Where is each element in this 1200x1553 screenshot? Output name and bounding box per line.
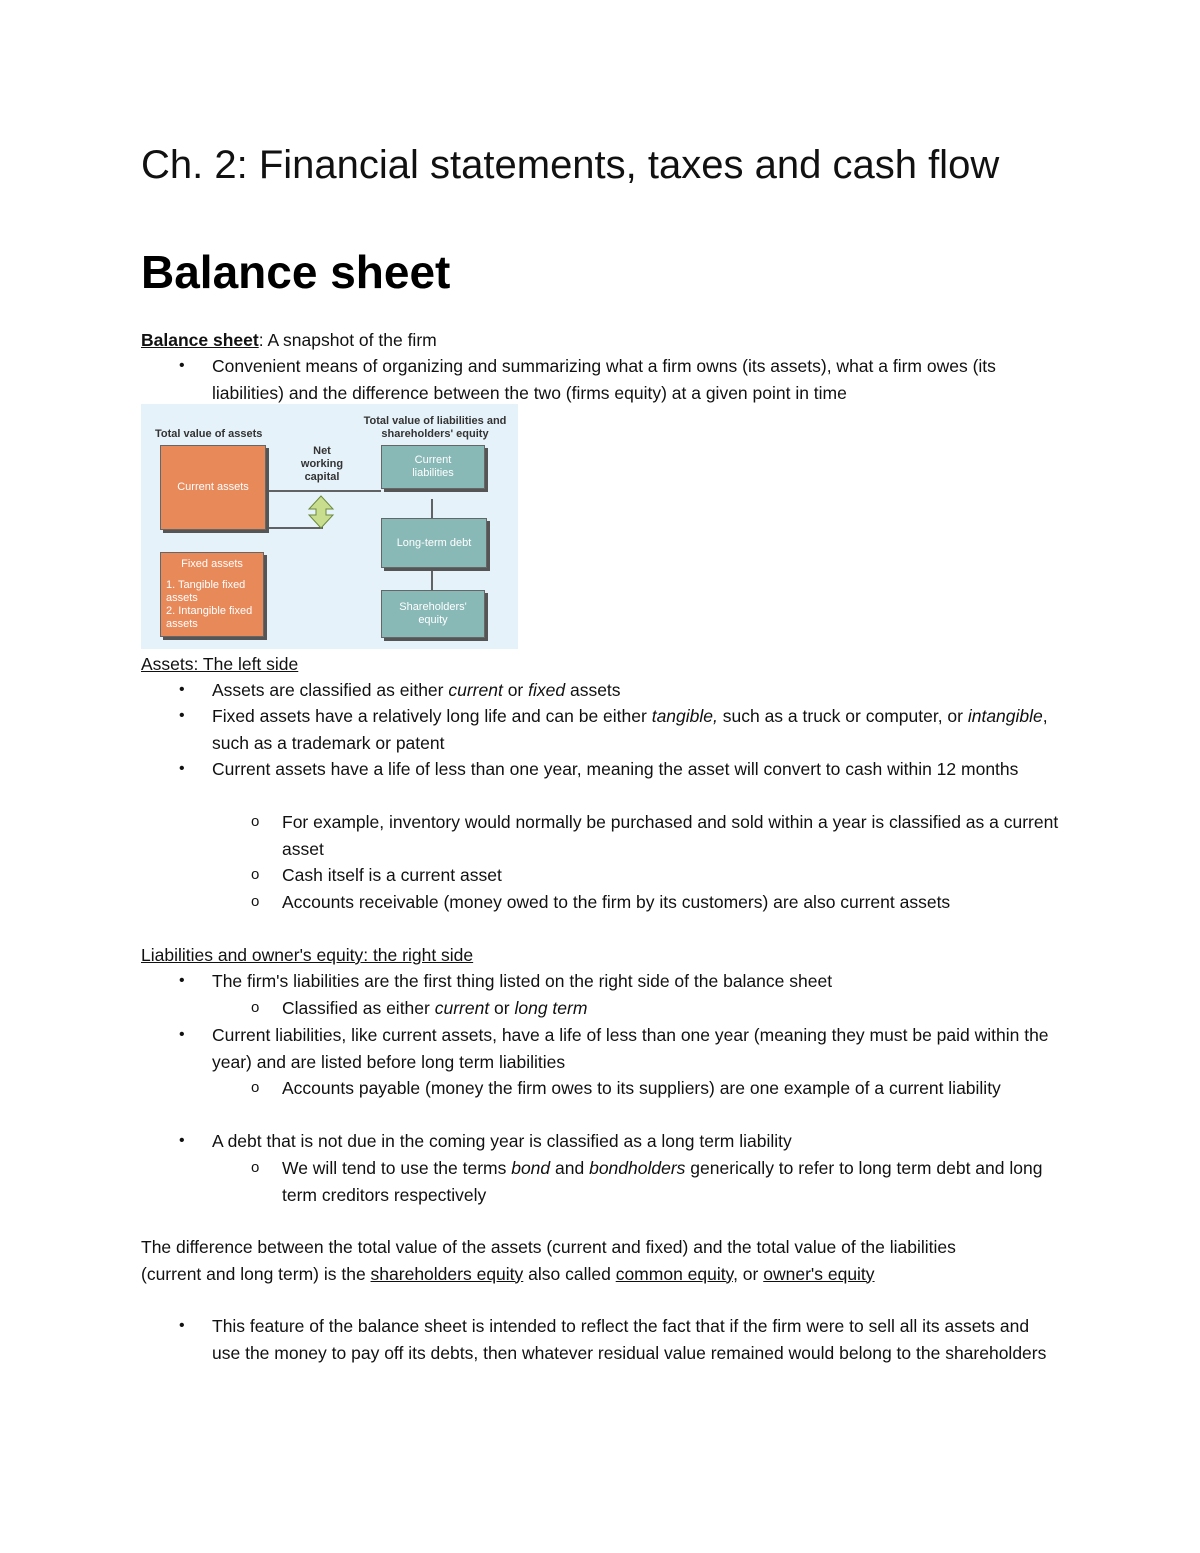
sub-list-item [251,995,1062,1022]
sub-list-item [251,1075,1062,1102]
sub-list-item-text: Accounts receivable (money owed to the firm by its customers) are also current assets [282,892,951,912]
bullet-mark: • [179,760,185,777]
emphasis-text: current [434,998,490,1018]
list-item [179,1313,1062,1366]
list-item-text: assets [565,680,621,700]
list-item [179,677,1062,704]
list-item [179,1128,1062,1155]
current-assets-box: Current assets [160,445,266,530]
paragraph-text: also called [523,1263,616,1284]
sub-list-item-text: Accounts payable (money the firm owes to its suppliers) are one example of a current liability [282,1078,1001,1098]
sub-bullet-mark: o [251,999,260,1016]
emphasis-text: tangible, [651,706,718,726]
paragraph-text: or [737,1263,764,1284]
sub-list-item [251,889,1062,916]
sub-list-item-text: For example, inventory would normally be purchased and sold within a year is classified as a current asset [282,812,1059,859]
total-assets-label: Total value of assets [155,428,263,440]
list-item-text: Assets are classified as either [212,680,449,700]
net-working-capital-label: Net working capital [300,445,344,483]
list-item-text: Current liabilities, like current assets, have a life of less than one year (meaning they must be paid within the year) and are listed before long term liabilities [212,1025,1049,1072]
emphasis-text: long term [514,998,588,1018]
list-item-text: , such as a trademark or patent [212,706,1048,753]
sub-list-item [251,862,1062,889]
sub-bullet-mark: o [251,813,260,830]
bullet-mark: • [179,707,185,724]
fixed-assets-item-1: 1. Tangible fixed assets [166,579,246,604]
bullet-mark: • [179,681,185,698]
assets-heading: Assets: The left side [141,654,299,674]
bullet-mark: • [179,357,185,374]
emphasis-text: current [448,680,503,700]
sub-bullet-mark: o [251,866,260,883]
sub-bullet-mark: o [251,1159,260,1176]
list-item-text: A debt that is not due in the coming year is classified as a long term liability [212,1131,792,1151]
section-heading: Balance sheet [141,246,451,298]
sub-list-item [251,1155,1062,1208]
document-title: Ch. 2: Financial statements, taxes and cash flow [141,143,1000,187]
underlined-term: owner's equity [763,1263,875,1284]
bullet-mark: • [179,1026,185,1043]
long-term-debt-box: Long-term debt [381,518,487,568]
bullet-mark: • [179,1132,185,1149]
fixed-assets-item-2: 2. Intangible fixed assets [166,605,253,630]
current-liabilities-box: Current liabilities [381,445,485,489]
emphasis-text: bondholders [589,1158,686,1178]
total-liabilities-label: Total value of liabilities and shareholders' equity [363,415,507,440]
list-item [179,968,1062,995]
sub-list-item [251,809,1062,862]
list-item-text: The firm's liabilities are the first thing listed on the right side of the balance sheet [212,971,833,991]
sub-bullet-mark: o [251,893,260,910]
sub-bullet-mark: o [251,1079,260,1096]
sub-list-item-text: Classified as either [282,998,435,1018]
fixed-assets-box [160,552,264,637]
sub-list-item-text: or [489,998,515,1018]
sub-list-item-text: and [550,1158,590,1178]
bullet-mark: • [179,1317,185,1334]
emphasis-text: bond [511,1158,551,1178]
bullet-mark: • [179,972,185,989]
list-item-text: Current assets have a life of less than one year, meaning the asset will convert to cash within 12 months [212,759,1019,779]
balance-sheet-diagram [141,404,518,649]
list-item-text: Convenient means of organizing and summarizing what a firm owns (its assets), what a firm owes (its liabilities) and the difference between the two (firms equity) at a given point in time [212,356,996,403]
list-item-text: Fixed assets have a relatively long life and can be either [212,706,652,726]
sub-list-item-text: Cash itself is a current asset [282,865,502,885]
sub-list-item-text: generically to refer to long term debt and long term creditors respectively [282,1158,1043,1205]
list-item [179,1022,1062,1075]
list-item [179,703,1062,756]
sub-list-item-text: We will tend to use the terms [282,1158,512,1178]
underlined-term: shareholders equity [370,1263,524,1284]
balance-sheet-definition-text: : A snapshot of the firm [258,330,437,350]
balance-sheet-term: Balance sheet [141,330,259,350]
fixed-assets-title: Fixed assets [181,558,243,570]
list-item [179,756,1062,783]
balance-sheet-definition [141,327,437,353]
list-item [179,353,1062,406]
equity-paragraph [141,1234,1021,1287]
liabilities-heading: Liabilities and owner's equity: the right side [141,945,474,965]
shareholders-equity-box: Shareholders' equity [381,590,485,638]
list-item-text: such as a truck or computer, or [717,706,968,726]
list-item-text: This feature of the balance sheet is intended to reflect the fact that if the firm were to sell all its assets and use the money to pay off its debts, then whatever residual value remained would belong to the shareholders [212,1316,1047,1363]
paragraph-text: The difference between the total value of the assets (current and fixed) and the total value of the liabilities (current and long term) is the [141,1237,956,1284]
list-item-text: or [502,680,529,700]
emphasis-text: intangible [967,706,1043,726]
underlined-term: common equity, [615,1263,738,1284]
emphasis-text: fixed [528,680,566,700]
